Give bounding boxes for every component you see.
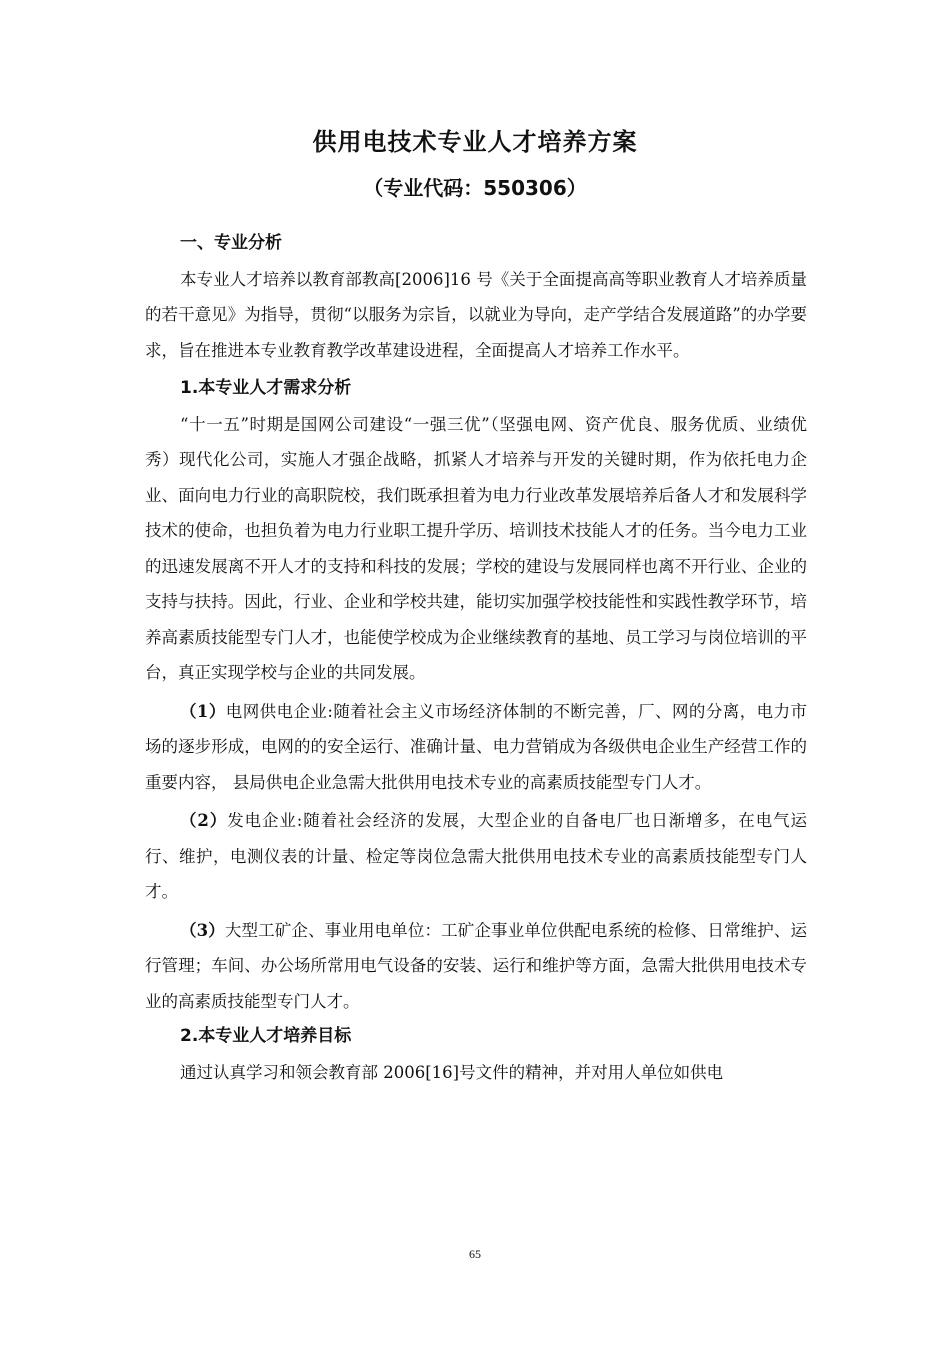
document-body xyxy=(145,226,807,1090)
list-marker: （1） xyxy=(180,701,226,721)
list-item-power-generation xyxy=(145,803,807,910)
paragraph-training-goal: 通过认真学习和领会教育部 2006[16]号文件的精神，并对用人单位如供电 xyxy=(180,1062,724,1082)
list-marker: （2） xyxy=(180,811,228,830)
list-item-text: 发电企业:随着社会经济的发展，大型企业的自备电厂也日渐增多，在电气运行、维护，电测仪表的计量、检定等岗位急需大批供用电技术专业的高素质技能型专门人才。 xyxy=(145,811,807,901)
section-heading-training-goal: 2.本专业人才培养目标 xyxy=(180,1026,352,1046)
list-item-text: 电网供电企业:随着社会主义市场经济体制的不断完善，厂、网的分离，电力市场的逐步形成，电网的的安全运行、准确计量、电力营销成为各级供电企业生产经营工作的重要内容， 县局供电企业急需大批供用电技术专业的高素质技能型专门人才。 xyxy=(145,701,807,792)
section-heading-professional-analysis: 一、专业分析 xyxy=(180,233,282,253)
paragraph-intro: 本专业人才培养以教育部教高[2006]16 号《关于全面提高高等职业教育人才培养质量的若干意见》为指导，贯彻“以服务为宗旨，以就业为导向，走产学结合发展道路”的办学要求，旨在推进本专业教育教学改革建设进程，全面提高人才培养工作水平。 xyxy=(145,269,807,360)
document-title: 供用电技术专业人才培养方案 xyxy=(312,128,638,156)
list-item-power-grid xyxy=(145,694,807,801)
list-item-text: 大型工矿企、事业用电单位：工矿企事业单位供配电系统的检修、日常维护、运行管理；车间、办公场所常用电气设备的安装、运行和维护等方面，急需大批供用电技术专业的高素质技能型专门人才。 xyxy=(145,920,807,1011)
document-subtitle: （专业代码：550306） xyxy=(363,176,587,200)
paragraph-demand: “十一五”时期是国网公司建设“一强三优”（坚强电网、资产优良、服务优质、业绩优秀）现代化公司，实施人才强企战略，抓紧人才培养与开发的关键时期，作为依托电力企业、面向电力行业的高职院校，我们既承担着为电力行业改革发展培养后备人才和发展科学技术的使命，也担负着为电力行业职工提升学历、培训技术技能人才的任务。当今电力工业的迅速发展离不开人才的支持和科技的发展；学校的建设与发展同样也离不开行业、企业的支持与扶持。因此，行业、企业和学校共建，能切实加强学校技能性和实践性教学环节，培养高素质技能型专门人才，也能使学校成为企业继续教育的基地、员工学习与岗位培训的平台，真正实现学校与企业的共同发展。 xyxy=(145,414,807,682)
section-heading-demand-analysis: 1.本专业人才需求分析 xyxy=(180,378,352,398)
list-item-industrial-units xyxy=(145,913,807,1020)
list-marker: （3） xyxy=(180,920,225,940)
page-number: 65 xyxy=(469,1247,481,1261)
